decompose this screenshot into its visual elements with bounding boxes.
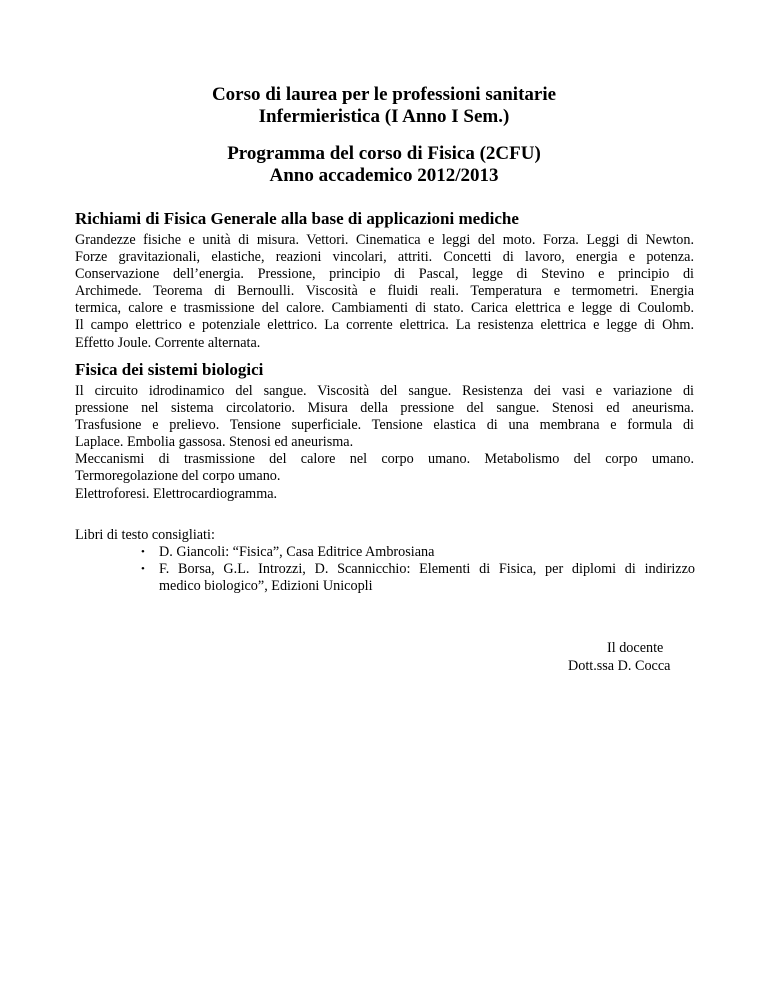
recommended-books [75,527,695,595]
book-item [75,561,695,595]
signature-role: Il docente [607,640,664,656]
book-line: F. Borsa, G.L. Introzzi, D. Scannicchio: Elementi di Fisica, per diplomi di indirizzo [159,561,695,578]
section-body-general-physics [75,232,694,352]
body-line: Conservazione dell’energia. Pressione, principio di Pascal, legge di Stevino e principio di [75,266,694,283]
section-title-general-physics: Richiami di Fisica Generale alla base di applicazioni mediche [75,209,519,228]
body-line: pressione nel sistema circolatorio. Misura della pressione del sangue. Stenosi ed aneurisma. [75,400,694,417]
section-title-biological-systems: Fisica dei sistemi biologici [75,360,264,379]
book-line: D. Giancoli: “Fisica”, Casa Editrice Ambrosiana [159,544,435,561]
book-text [159,544,695,561]
course-heading [0,84,768,128]
body-line: Trasfusione e prelievo. Tensione superficiale. Tensione elastica di una membrana e formula di [75,417,694,434]
program-title: Programma del corso di Fisica (2CFU) [227,143,541,164]
body-line: Termoregolazione del corpo umano. [75,468,281,485]
signature-block [520,640,720,675]
academic-year: Anno accademico 2012/2013 [269,165,499,186]
body-line: Il circuito idrodinamico del sangue. Viscosità del sangue. Resistenza dei vasi e variazione di [75,383,694,399]
body-line: termica, calore e trasmissione del calore. Cambiamenti di stato. Carica elettrica e legge di Coulomb. [75,300,694,317]
body-line: Grandezze fisiche e unità di misura. Vettori. Cinematica e leggi del moto. Forza. Leggi di Newton. [75,232,694,248]
course-subtitle: Infermieristica (I Anno I Sem.) [258,106,510,127]
body-line: Elettroforesi. Elettrocardiogramma. [75,485,278,502]
signature-name: Dott.ssa D. Cocca [568,657,671,674]
bullet-icon: • [141,546,145,559]
body-line: Effetto Joule. Corrente alternata. [75,334,261,351]
book-item [75,544,695,561]
body-line: Forze gravitazionali, elastiche, reazioni vincolari, attriti. Concetti di lavoro, energia e potenza. [75,249,694,266]
books-label: Libri di testo consigliati: [75,527,215,543]
book-line: medico biologico”, Edizioni Unicopli [159,578,373,595]
body-line: Meccanismi di trasmissione del calore nel corpo umano. Metabolismo del corpo umano. [75,451,694,468]
body-line: Archimede. Teorema di Bernoulli. Viscosità e fluidi reali. Temperatura e termometri. Energia [75,283,694,300]
body-line: Laplace. Embolia gassosa. Stenosi ed aneurisma. [75,434,354,451]
body-line: Il campo elettrico e potenziale elettrico. La corrente elettrica. La resistenza elettrica e legge di Ohm. [75,317,694,334]
course-title: Corso di laurea per le professioni sanitarie [211,84,557,105]
book-text [159,561,695,595]
bullet-icon: • [141,563,145,576]
section-body-biological-systems [75,383,694,503]
program-heading [0,143,768,187]
